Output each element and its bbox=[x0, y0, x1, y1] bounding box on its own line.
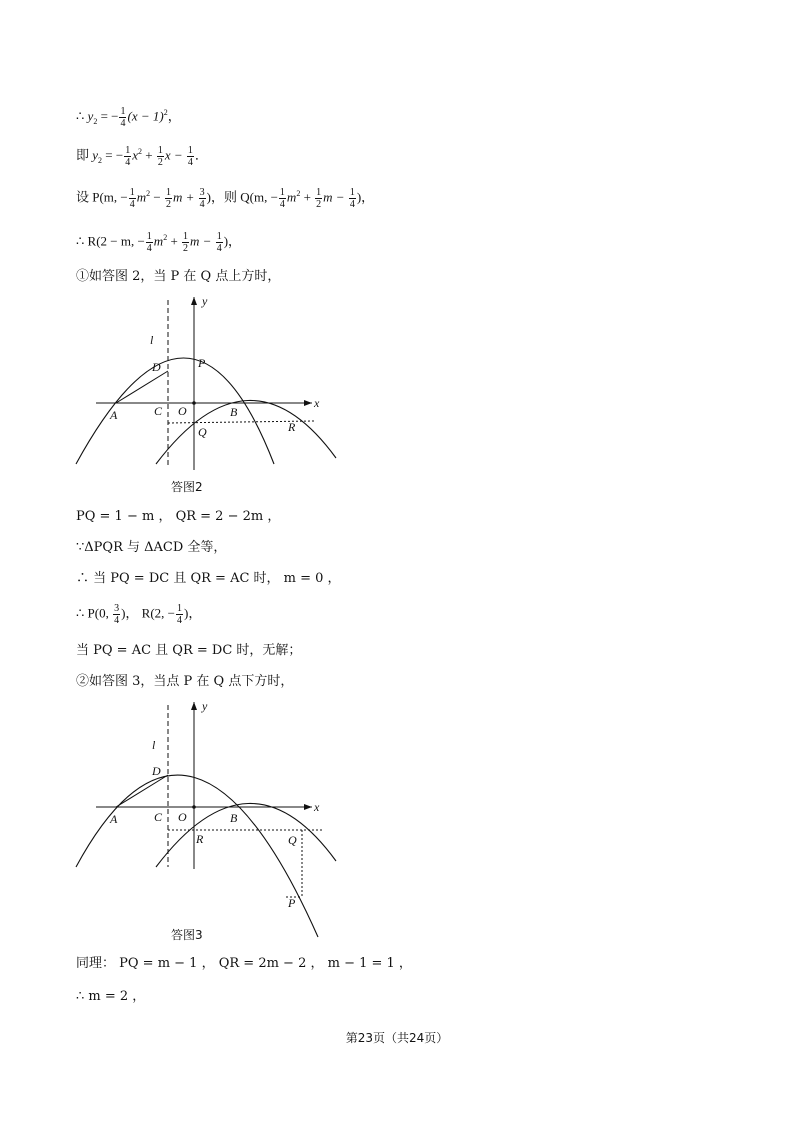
label-y: y bbox=[202, 699, 208, 713]
congruence-statement: ∵ΔPQR 与 ΔACD 全等， bbox=[76, 540, 227, 555]
label-l: l bbox=[152, 738, 156, 752]
equation-r-coordinates: ∴ R(2 − m, − $\frac{1}{4}$ $m^2$ + $\frac{1}{2}$ m − $\frac{1}{4}$ )， bbox=[76, 230, 242, 254]
label-x: x bbox=[314, 396, 320, 410]
m-equals-two: ∴ m = 2 ， bbox=[76, 989, 146, 1004]
label-d: D bbox=[152, 360, 161, 374]
label-o: O bbox=[178, 404, 187, 418]
figure-2-diagram bbox=[74, 292, 339, 502]
pq-qr-case-two: 同理： PQ = m − 1 ， QR = 2m − 2 ， m − 1 = 1 ， bbox=[76, 956, 412, 971]
equation-set-p-q: 设 P(m, − $\frac{1}{4}$ $m^2$ − $\frac{1}{2}$ m + $\frac{3}{4}$ )，则 Q(m, − $\frac{1}{4}$ $m^2$ + $\frac{1}{2}$ m − $\frac{1}{4}$ )， bbox=[76, 186, 375, 210]
label-a: A bbox=[110, 408, 118, 422]
origin-dot bbox=[192, 805, 196, 809]
figure-3-diagram bbox=[74, 697, 339, 942]
label-r: R bbox=[196, 832, 204, 846]
label-l: l bbox=[150, 333, 154, 347]
case-m-zero: ∴ 当 PQ = DC 且 QR = AC 时， m = 0 ， bbox=[76, 571, 341, 586]
label-y: y bbox=[202, 294, 208, 308]
label-p: P bbox=[198, 356, 206, 370]
label-b: B bbox=[230, 405, 238, 419]
label-x: x bbox=[314, 800, 320, 814]
case-two-heading: ②如答图 3，当点 P 在 Q 点下方时， bbox=[76, 674, 294, 689]
no-solution-case: 当 PQ = AC 且 QR = DC 时，无解； bbox=[76, 643, 302, 658]
label-a: A bbox=[110, 812, 118, 826]
label-c: C bbox=[154, 404, 163, 418]
label-r: R bbox=[288, 420, 296, 434]
label-p: P bbox=[288, 896, 296, 910]
label-q: Q bbox=[288, 833, 297, 847]
figure-3-caption: 答图3 bbox=[171, 928, 203, 942]
figure-2-caption: 答图2 bbox=[171, 480, 203, 494]
equation-y2-expanded: 即 $y_2$ = − $\frac{1}{4}$ $x^2$ + $\frac{1}{2}$ x − $\frac{1}{4}$ ． bbox=[76, 144, 208, 168]
case-one-heading: ①如答图 2，当 P 在 Q 点上方时， bbox=[76, 269, 281, 284]
label-b: B bbox=[230, 811, 238, 825]
equation-y2-vertex-form: ∴ $y_2$ = − $\frac{1}{4}$ $(x - 1)^2$， bbox=[76, 105, 181, 129]
pq-qr-lengths: PQ = 1 − m ， QR = 2 − 2m ， bbox=[76, 509, 281, 524]
page-number-footer: 第23页（共24页） bbox=[345, 1031, 449, 1045]
origin-dot bbox=[192, 401, 196, 405]
label-q: Q bbox=[198, 425, 207, 439]
label-o: O bbox=[178, 810, 187, 824]
label-c: C bbox=[154, 810, 163, 824]
label-d: D bbox=[152, 764, 161, 778]
p-r-coordinates: ∴ P(0, $\frac{3}{4}$ )， R(2, − $\frac{1}{4}$ )， bbox=[76, 603, 202, 626]
